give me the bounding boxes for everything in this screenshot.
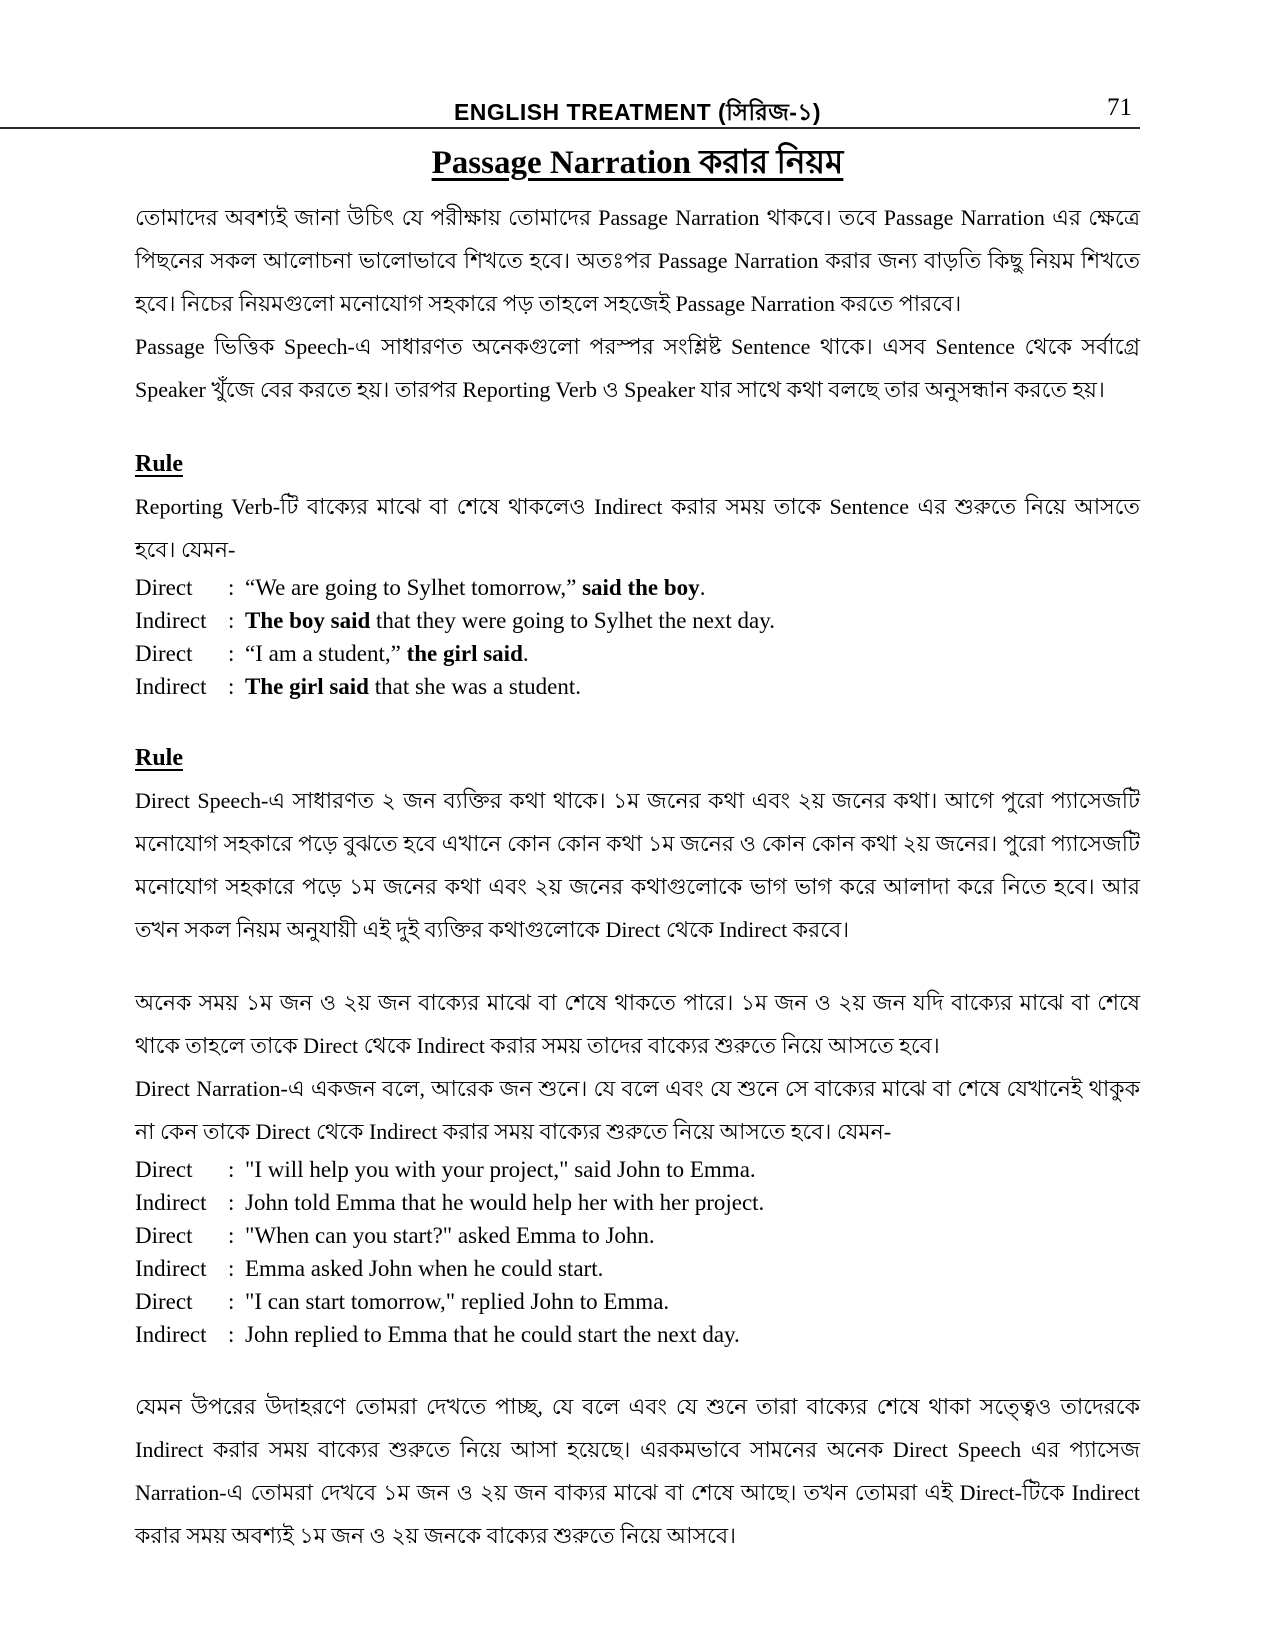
example-colon: : xyxy=(228,674,235,699)
example-colon: : xyxy=(228,1223,235,1248)
book-title: ENGLISH TREATMENT (সিরিজ-১) xyxy=(453,99,822,125)
example-colon: : xyxy=(228,608,235,633)
example-text: Emma asked John when he could start. xyxy=(245,1256,604,1281)
example-text: The boy said that they were going to Sylhet the next day. xyxy=(245,608,776,633)
example-label: Indirect xyxy=(135,1190,207,1215)
example-label: Direct xyxy=(135,1223,193,1248)
example-row xyxy=(135,670,1140,703)
example-colon: : xyxy=(228,641,235,666)
rule2-paragraph-2: অনেক সময় ১ম জন ও ২য় জন বাক্যের মাঝে বা শেষে থাকতে পারে। ১ম জন ও ২য় জন যদি বাক্যের মাঝে বা শেষে থাকে তাহলে তাকে Direct থেকে Indirect করার সময় তাদের বাক্যের শুরুতে নিয়ে আসতে হবে। xyxy=(135,990,1140,1058)
example-row xyxy=(135,1219,1140,1252)
example-colon: : xyxy=(228,1256,235,1281)
example-label: Direct xyxy=(135,641,193,666)
intro-paragraph-2: Passage ভিত্তিক Speech-এ সাধারণত অনেকগুলো পরস্পর সংশ্লিষ্ট Sentence থাকে। এসব Sentence থেকে সর্বাগ্রে Speaker খুঁজে বের করতে হয়। তারপর Reporting Verb ও Speaker যার সাথে কথা বলছে তার অনুসন্ধান করতে হয়। xyxy=(135,334,1140,402)
example-text: "I will help you with your project," said John to Emma. xyxy=(245,1157,756,1182)
closing-paragraph: যেমন উপরের উদাহরণে তোমরা দেখতে পাচ্ছ, যে বলে এবং যে শুনে তারা বাক্যের শেষে থাকা সত্ত্বেও তাদেরকে Indirect করার সময় বাক্যের শুরুতে নিয়ে আসা হয়েছে। এরকমভাবে সামনের অনেক Direct Speech এর প্যাসেজ Narration-এ তোমরা দেখবে ১ম জন ও ২য় জন বাক্যর মাঝে বা শেষে আছে। তখন তোমরা এই Direct-টিকে Indirect করার সময় অবশ্যই ১ম জন ও ২য় জনকে বাক্যের শুরুতে নিয়ে আসবে। xyxy=(135,1394,1140,1548)
example-label: Indirect xyxy=(135,674,207,699)
example-row xyxy=(135,1153,1140,1186)
example-colon: : xyxy=(228,575,235,600)
example-colon: : xyxy=(228,1190,235,1215)
example-row xyxy=(135,1285,1140,1318)
rule1-heading: Rule xyxy=(135,451,183,477)
example-colon: : xyxy=(228,1322,235,1347)
example-text: John told Emma that he would help her with her project. xyxy=(245,1190,765,1215)
intro-paragraph-1: তোমাদের অবশ্যই জানা উচিৎ যে পরীক্ষায় তোমাদের Passage Narration থাকবে। তবে Passage Narration এর ক্ষেত্রে পিছনের সকল আলোচনা ভালোভাবে শিখতে হবে। অতঃপর Passage Narration করার জন্য বাড়তি কিছু নিয়ম শিখতে হবে। নিচের নিয়মগুলো মনোযোগ সহকারে পড় তাহলে সহজেই Passage Narration করতে পারবে। xyxy=(135,205,1140,316)
example-label: Direct xyxy=(135,575,193,600)
example-text: "I can start tomorrow," replied John to Emma. xyxy=(245,1289,670,1314)
example-text: “We are going to Sylhet tomorrow,” said the boy. xyxy=(245,575,706,600)
examples-rule1 xyxy=(135,571,1140,703)
rule2-heading: Rule xyxy=(135,745,183,771)
example-label: Direct xyxy=(135,1289,193,1314)
example-colon: : xyxy=(228,1157,235,1182)
example-text: "When can you start?" asked Emma to John. xyxy=(245,1223,655,1248)
examples-rule2 xyxy=(135,1153,1140,1351)
header-divider xyxy=(0,127,1140,129)
page-title: Passage Narration করার নিয়ম xyxy=(431,145,844,181)
example-text: “I am a student,” the girl said. xyxy=(245,641,529,666)
example-row xyxy=(135,1252,1140,1285)
example-label: Direct xyxy=(135,1157,193,1182)
example-row xyxy=(135,637,1140,670)
example-colon: : xyxy=(228,1289,235,1314)
example-row xyxy=(135,1186,1140,1219)
example-row xyxy=(135,571,1140,604)
rule1-body: Reporting Verb-টি বাক্যের মাঝে বা শেষে থাকলেও Indirect করার সময় তাকে Sentence এর শুরুতে নিয়ে আসতে হবে। যেমন- xyxy=(135,494,1140,562)
example-text: The girl said that she was a student. xyxy=(245,674,582,699)
rule2-body: Direct Speech-এ সাধারণত ২ জন ব্যক্তির কথা থাকে। ১ম জনের কথা এবং ২য় জনের কথা। আগে পুরো প্যাসেজটি মনোযোগ সহকারে পড়ে বুঝতে হবে এখানে কোন কোন কথা ১ম জনের ও কোন কোন কথা ২য় জনের। পুরো প্যাসেজটি মনোযোগ সহকারে পড়ে ১ম জনের কথা এবং ২য় জনের কথাগুলোকে ভাগ ভাগ করে আলাদা করে নিতে হবে। আর তখন সকল নিয়ম অনুযায়ী এই দুই ব্যক্তির কথাগুলোকে Direct থেকে Indirect করবে। xyxy=(135,788,1140,942)
example-label: Indirect xyxy=(135,1322,207,1347)
example-label: Indirect xyxy=(135,1256,207,1281)
page-number: 71 xyxy=(1107,94,1132,121)
example-label: Indirect xyxy=(135,608,207,633)
example-row xyxy=(135,604,1140,637)
rule2-paragraph-3: Direct Narration-এ একজন বলে, আরেক জন শুনে। যে বলে এবং যে শুনে সে বাক্যের মাঝে বা শেষে যেখানেই থাকুক না কেন তাকে Direct থেকে Indirect করার সময় বাক্যের শুরুতে নিয়ে আসতে হবে। যেমন- xyxy=(135,1076,1140,1144)
example-text: John replied to Emma that he could start the next day. xyxy=(245,1322,740,1347)
example-row xyxy=(135,1318,1140,1351)
